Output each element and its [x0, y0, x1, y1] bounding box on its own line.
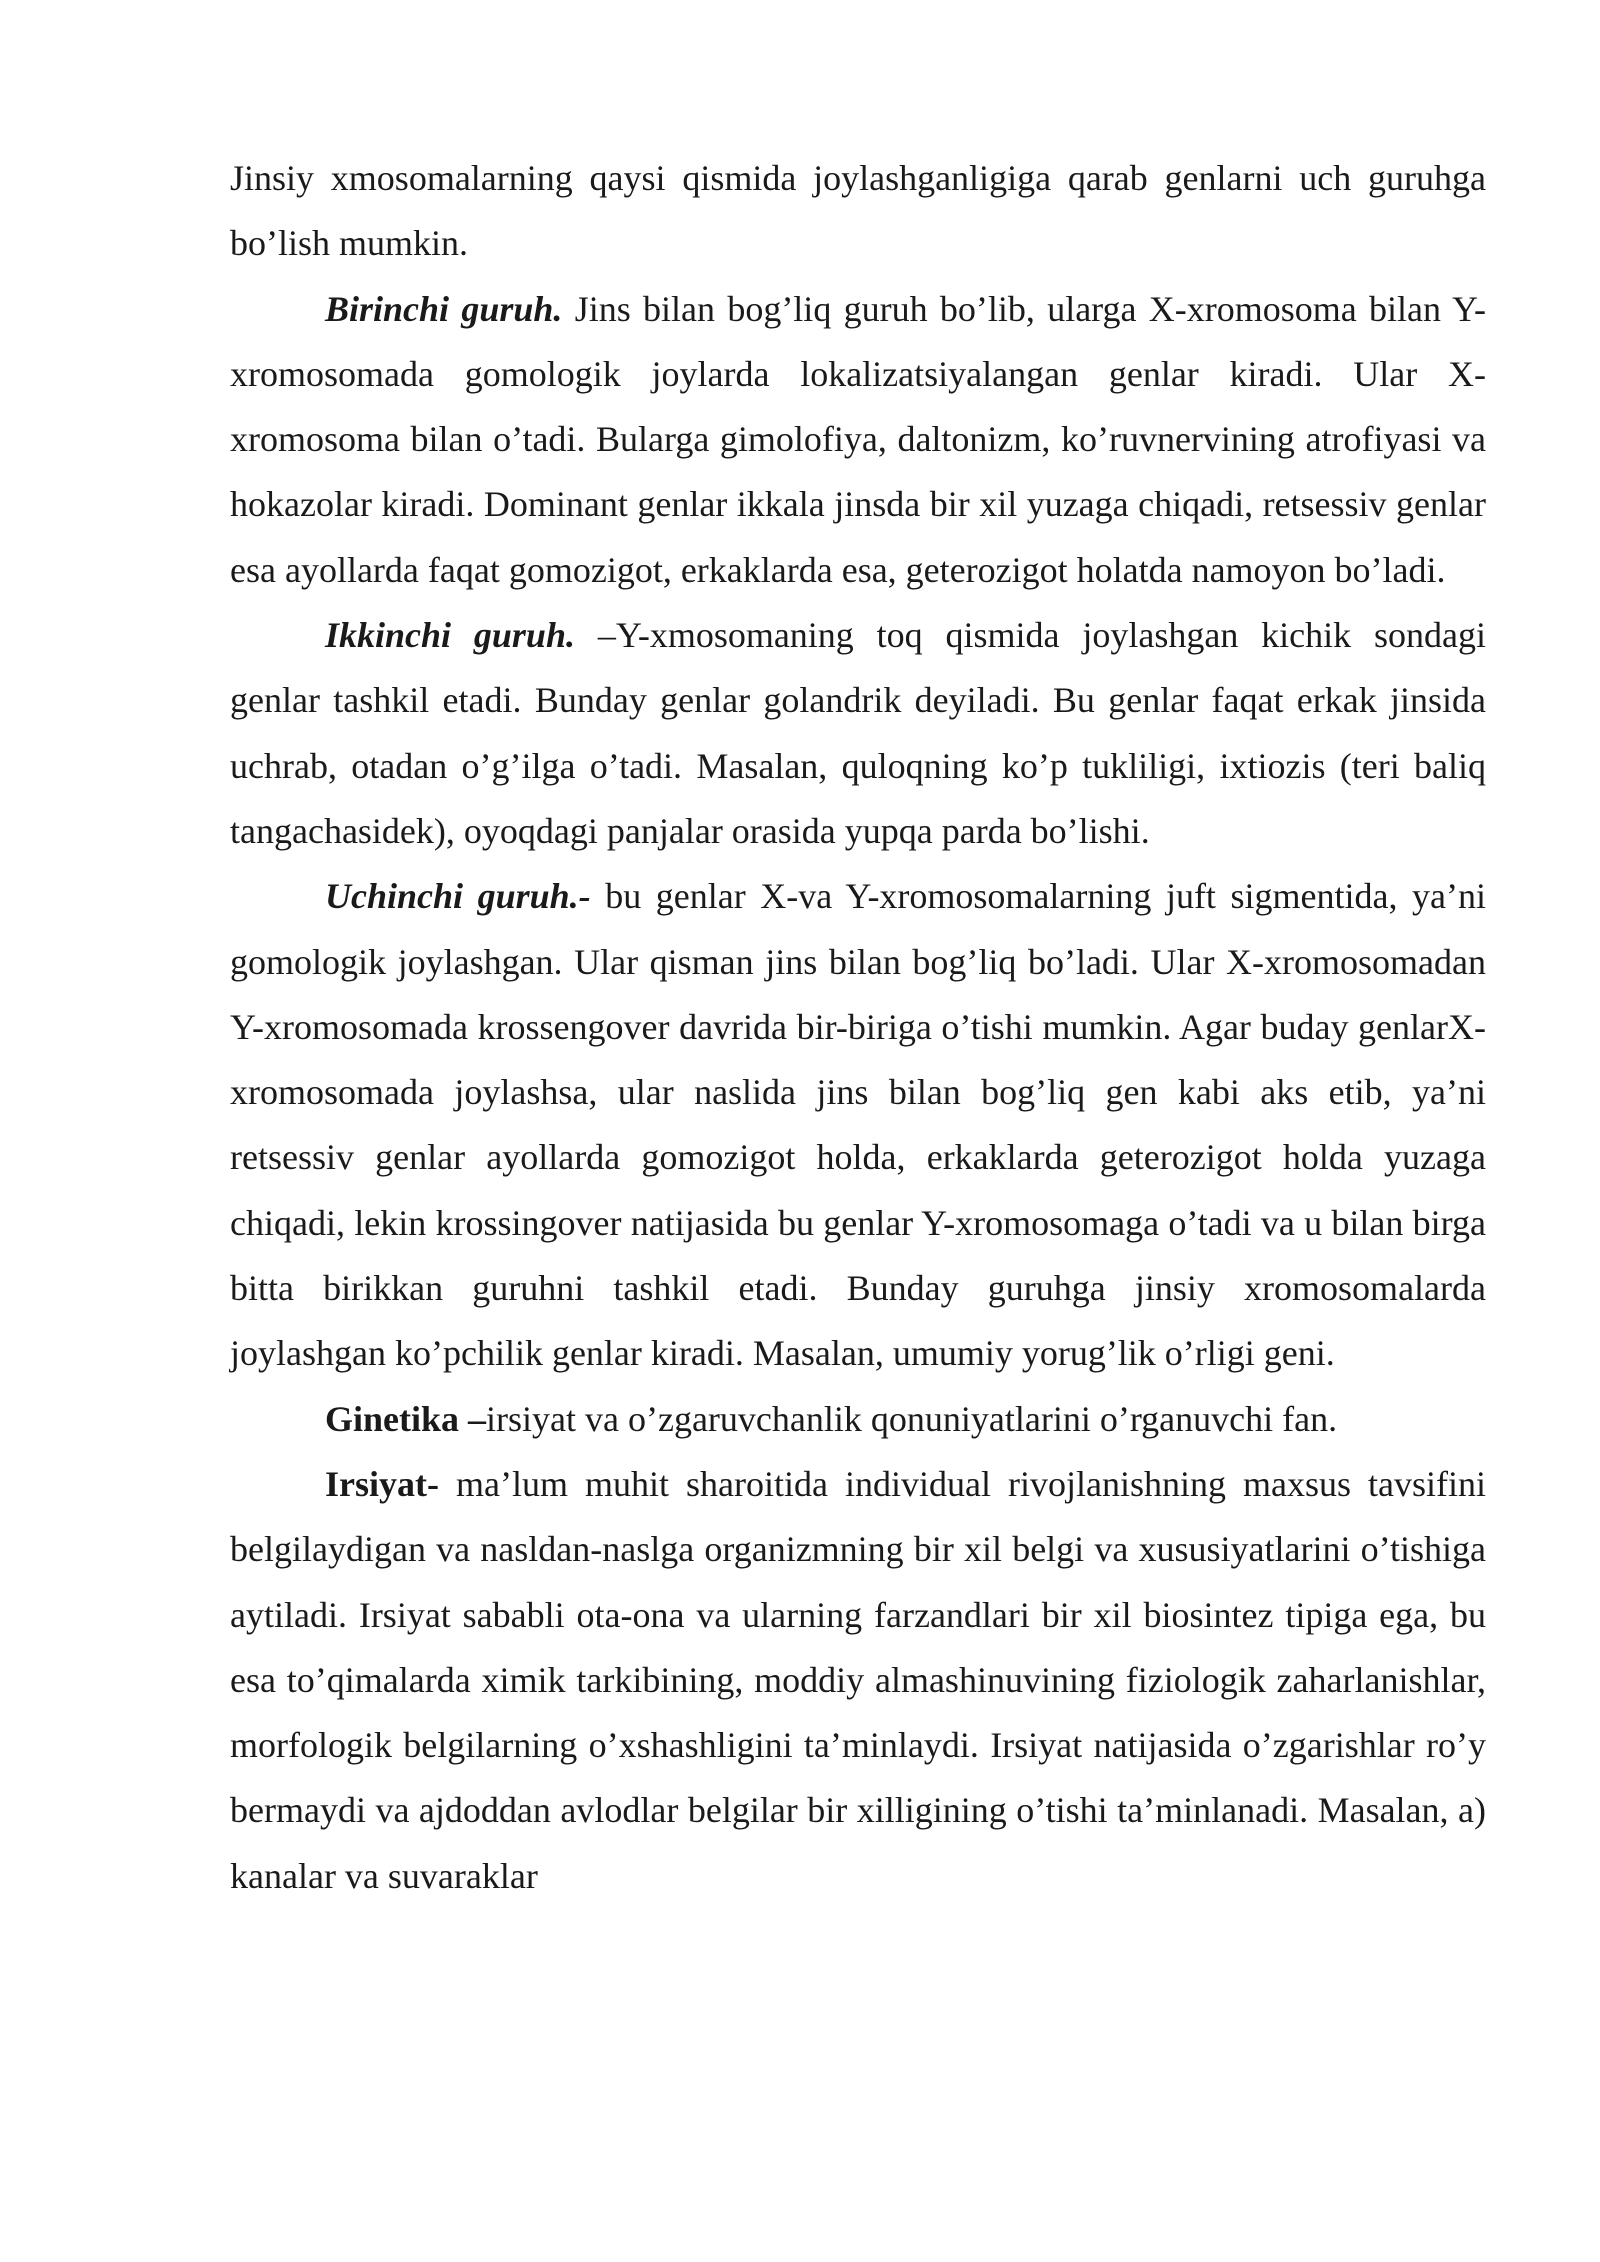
intro-paragraph [230, 146, 1486, 277]
document-page [230, 146, 1486, 1909]
first-group-term: Birinchi guruh. [325, 288, 563, 329]
second-group-text: –Y-xmosomaning toq qismida joylashgan kichik sondagi genlar tashkil etadi. Bunday genlar golandrik deyiladi. Bu genlar faqat erkak jinsida uchrab, otadan o’g’ilga o’tadi. Masalan, quloqning ko’p tukliligi, ixtiozis (teri baliq tangachasidek), oyoqdagi panjalar orasida yupqa parda bo’lishi. [230, 615, 1487, 851]
third-group-text: bu genlar X-va Y-xromosomalarning juft sigmentida, ya’ni gomologik joylashgan. Ular qisman jins bilan bog’liq bo’ladi. Ular X-xromosomadan Y-xromosomada krossengover davrida bir-biriga o’tishi mumkin. Agar buday genlarX-xromosomada joylashsa, ular naslida jins bilan bog’liq gen kabi aks etib, ya’ni retsessiv genlar ayollarda gomozigot holda, erkaklarda geterozigot holda yuzaga chiqadi, lekin krossingover natijasida bu genlar Y-xromosomaga o’tadi va u bilan birga bitta birikkan guruhni tashkil etadi. Bunday guruhga jinsiy xromosomalarda joylashgan ko’pchilik genlar kiradi. Masalan, umumiy yorug’lik o’rligi geni. [230, 876, 1486, 1374]
second-group-paragraph [230, 603, 1486, 864]
intro-text: Jinsiy xmosomalarning qaysi qismida joylashganligiga qarab genlarni uch guruhga bo’lish mumkin. [230, 158, 1486, 264]
first-group-paragraph [230, 277, 1486, 603]
genetics-term: Ginetika – [325, 1398, 487, 1439]
third-group-term: Uchinchi guruh.- [325, 876, 591, 917]
heredity-paragraph [230, 1452, 1486, 1909]
heredity-term: Irsiyat- [325, 1463, 439, 1504]
genetics-paragraph [230, 1387, 1486, 1452]
third-group-paragraph [230, 864, 1486, 1386]
second-group-term: Ikkinchi guruh. [325, 615, 575, 656]
genetics-text: irsiyat va o’zgaruvchanlik qonuniyatlarini o’rganuvchi fan. [486, 1398, 1338, 1439]
first-group-text: Jins bilan bog’liq guruh bo’lib, ularga X-xromosoma bilan Y-xromosomada gomologik joylarda lokalizatsiyalangan genlar kiradi. Ular X-xromosoma bilan o’tadi. Bularga gimolofiya, daltonizm, ko’ruvnervining atrofiyasi va hokazolar kiradi. Dominant genlar ikkala jinsda bir xil yuzaga chiqadi, retsessiv genlar esa ayollarda faqat gomozigot, erkaklarda esa, geterozigot holatda namoyon bo’ladi. [230, 288, 1486, 590]
heredity-text: ma’lum muhit sharoitida individual rivojlanishning maxsus tavsifini belgilaydigan va nasldan-naslga organizmning bir xil belgi va xususiyatlarini o’tishiga aytiladi. Irsiyat sababli ota-ona va ularning farzandlari bir xil biosintez tipiga ega, bu esa to’qimalarda ximik tarkibining, moddiy almashinuvining fiziologik zaharlanishlar, morfologik belgilarning o’xshashligini ta’minlaydi. Irsiyat natijasida o’zgarishlar ro’y bermaydi va ajdoddan avlodlar belgilar bir xilligining o’tishi ta’minlanadi. Masalan, a) kanalar va suvaraklar [230, 1463, 1486, 1896]
